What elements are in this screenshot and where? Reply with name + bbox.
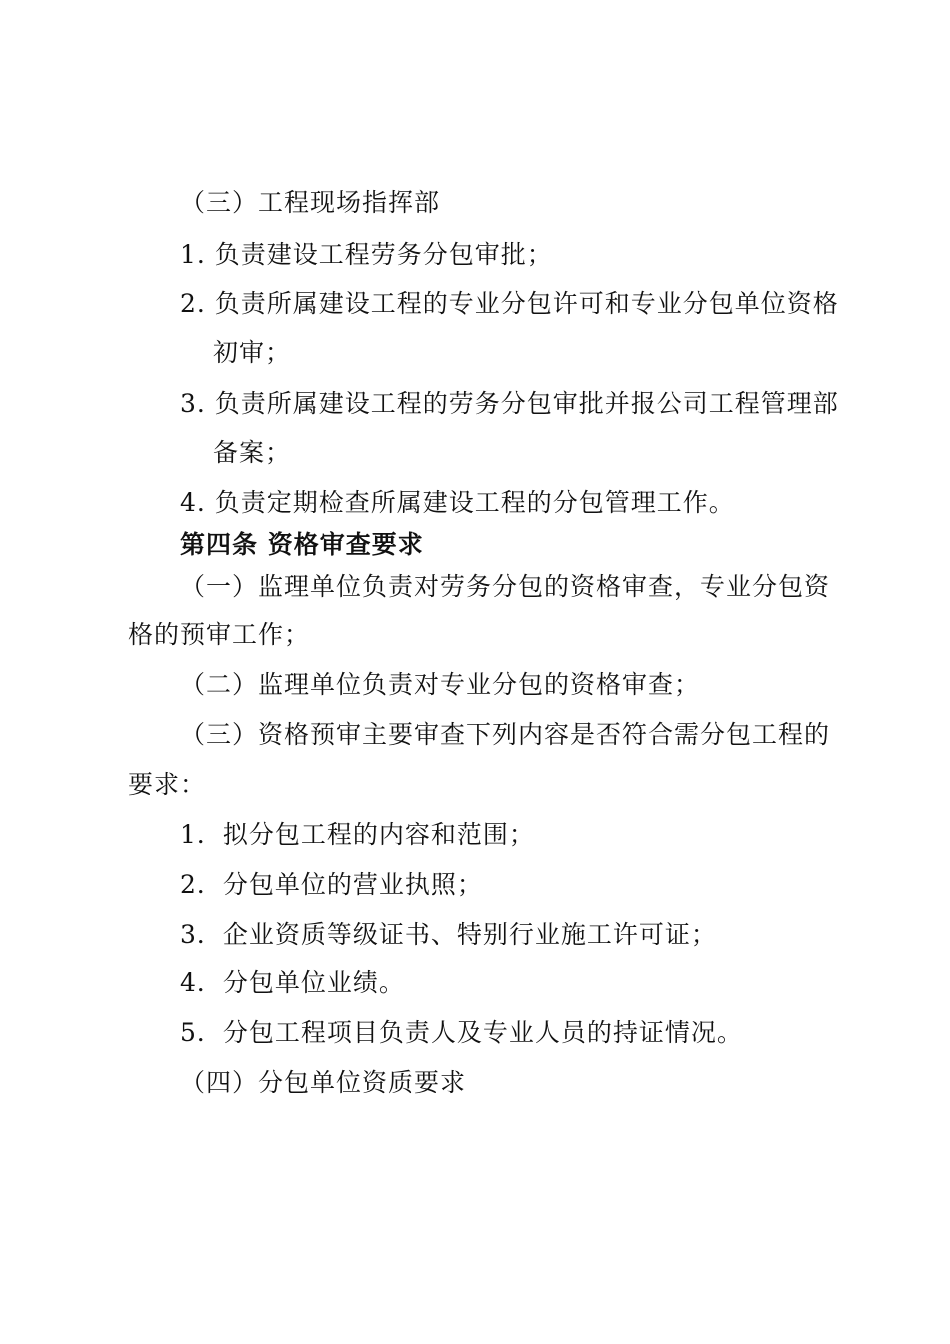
review-item-4: 4．分包单位业绩。 xyxy=(180,968,405,997)
list-item-1: 1. 负责建设工程劳务分包审批； xyxy=(180,240,553,269)
list-item-3-continuation: 备案； xyxy=(213,438,292,467)
review-item-1: 1．拟分包工程的内容和范围； xyxy=(180,820,535,849)
paragraph-2: （二）监理单位负责对专业分包的资格审查； xyxy=(180,670,701,699)
review-item-2: 2．分包单位的营业执照； xyxy=(180,870,483,899)
paragraph-1-continuation: 格的预审工作； xyxy=(128,620,311,649)
list-item-4: 4. 负责定期检查所属建设工程的分包管理工作。 xyxy=(180,488,735,517)
article-heading-qualification-review: 第四条 资格审查要求 xyxy=(180,530,424,559)
review-item-3: 3．企业资质等级证书、特别行业施工许可证； xyxy=(180,920,717,949)
paragraph-4-heading: （四）分包单位资质要求 xyxy=(180,1068,467,1097)
review-item-5: 5．分包工程项目负责人及专业人员的持证情况。 xyxy=(180,1018,743,1047)
paragraph-3: （三）资格预审主要审查下列内容是否符合需分包工程的 xyxy=(180,720,831,749)
list-item-2: 2. 负责所属建设工程的专业分包许可和专业分包单位资格 xyxy=(180,289,839,318)
list-item-2-continuation: 初审； xyxy=(213,338,292,367)
list-item-3: 3. 负责所属建设工程的劳务分包审批并报公司工程管理部 xyxy=(180,389,839,418)
subsection-heading-engineering-site-command: （三）工程现场指挥部 xyxy=(180,188,441,217)
paragraph-3-continuation: 要求： xyxy=(128,770,207,799)
paragraph-1: （一）监理单位负责对劳务分包的资格审查，专业分包资 xyxy=(180,572,831,601)
